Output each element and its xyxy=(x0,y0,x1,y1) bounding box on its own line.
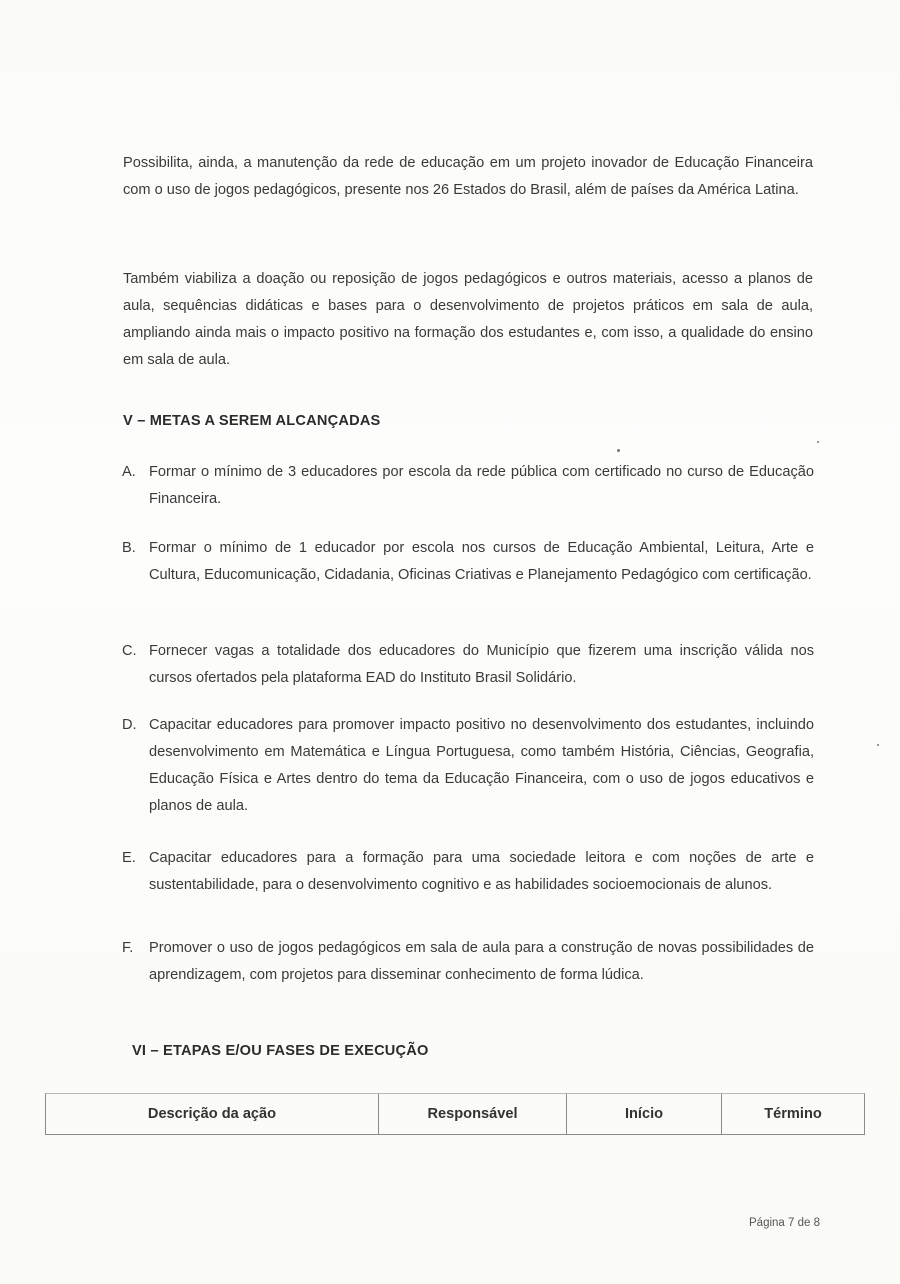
goal-item-d xyxy=(122,712,814,820)
goal-text: Capacitar educadores para promover impacto positivo no desenvolvimento dos estudantes, incluindo desenvolvimento em Matemática e Língua Portuguesa, como também História, Ciências, Geografia, Educação Física e Artes dentro do tema da Educação Financeira, com o uso de jogos educativos e planos de aula. xyxy=(149,717,814,814)
goal-text: Formar o mínimo de 1 educador por escola nos cursos de Educação Ambiental, Leitura, Arte e Cultura, Educomunicação, Cidadania, Oficinas Criativas e Planejamento Pedagógico com certificação. xyxy=(149,540,814,583)
goal-item-c xyxy=(122,638,814,692)
goal-letter: A. xyxy=(122,464,136,480)
goal-item-f xyxy=(122,935,814,989)
section-heading-goals: V – METAS A SEREM ALCANÇADAS xyxy=(123,413,381,429)
column-header-responsible: Responsável xyxy=(379,1094,567,1134)
goal-item-e xyxy=(122,845,814,899)
goal-text: Formar o mínimo de 3 educadores por escola da rede pública com certificado no curso de Educação Financeira. xyxy=(149,464,814,507)
goal-text: Promover o uso de jogos pedagógicos em sala de aula para a construção de novas possibilidades de aprendizagem, com projetos para disseminar conhecimento de forma lúdica. xyxy=(149,940,814,983)
column-header-start: Início xyxy=(567,1094,722,1134)
execution-table-header xyxy=(45,1093,865,1135)
goal-text: Fornecer vagas a totalidade dos educadores do Município que fizerem uma inscrição válida nos cursos ofertados pela plataforma EAD do Instituto Brasil Solidário. xyxy=(149,643,814,686)
scan-speck xyxy=(877,744,879,746)
column-header-description: Descrição da ação xyxy=(46,1094,379,1134)
goal-letter: D. xyxy=(122,717,137,733)
column-header-end: Término xyxy=(764,1106,822,1122)
page-number: Página 7 de 8 xyxy=(749,1217,820,1229)
goal-letter: F. xyxy=(122,940,134,956)
section-heading-execution-stages: VI – ETAPAS E/OU FASES DE EXECUÇÃO xyxy=(132,1043,429,1059)
goal-item-a xyxy=(122,459,814,513)
goal-letter: B. xyxy=(122,540,136,556)
goal-item-b xyxy=(122,535,814,589)
goal-text: Capacitar educadores para a formação para uma sociedade leitora e com noções de arte e sustentabilidade, para o desenvolvimento cognitivo e as habilidades socioemocionais de alunos. xyxy=(149,850,814,893)
paragraph-donations: Também viabiliza a doação ou reposição de jogos pedagógicos e outros materiais, acesso a planos de aula, sequências didáticas e bases para o desenvolvimento de projetos práticos em sala de aula, ampliando ainda mais o impacto positivo na formação dos estudantes e, com isso, a qualidade do ensino em sala de aula. xyxy=(123,271,813,368)
goal-letter: E. xyxy=(122,850,136,866)
scan-speck xyxy=(817,441,819,443)
scan-speck xyxy=(617,449,620,452)
goal-letter: C. xyxy=(122,643,137,659)
paragraph-network-maintenance: Possibilita, ainda, a manutenção da rede de educação em um projeto inovador de Educação Financeira com o uso de jogos pedagógicos, presente nos 26 Estados do Brasil, além de países da América Latina. xyxy=(123,155,813,198)
